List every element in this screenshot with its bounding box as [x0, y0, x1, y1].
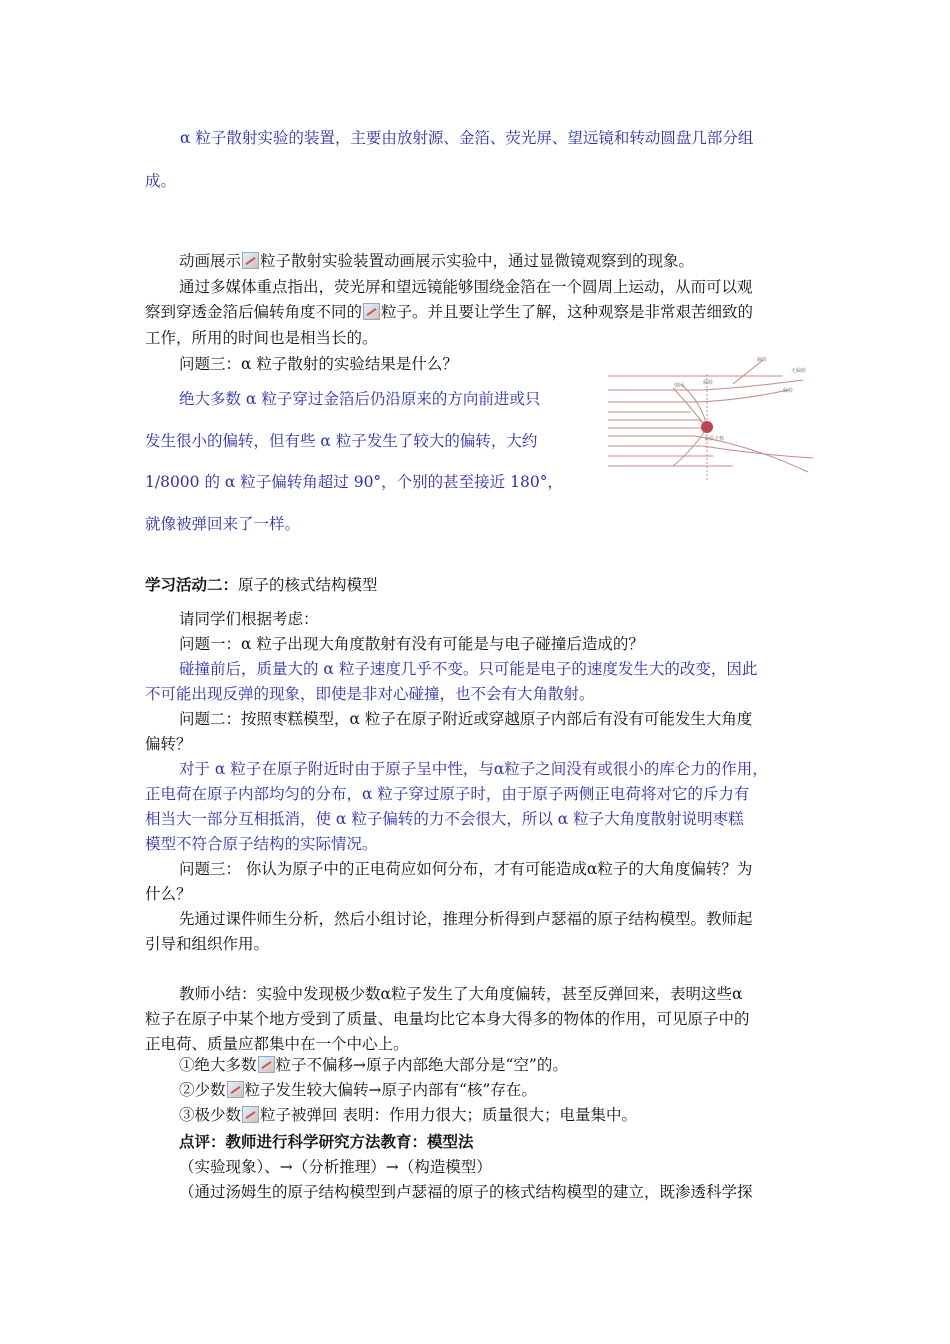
label-bounce: 弹回: [674, 383, 685, 389]
summary-line-3: 正电荷、质量应都集中在一个中心上。: [145, 1035, 409, 1053]
comment-last: （通过汤姆生的原子结构模型到卢瑟福的原子的核式结构模型的建立，既渗透科学探: [179, 1183, 753, 1201]
analysis-line-1: 先通过课件师生分析，然后小组讨论，推理分析得到卢瑟福的原子结构模型。教师起: [179, 910, 753, 928]
q3-answer-3: 1/8000 的 α 粒子偏转角超过 90°，个别的甚至接近 180°，: [145, 473, 563, 491]
broken-image-icon: [227, 1081, 244, 1098]
label-no-deflect: 无偏转: [791, 368, 807, 374]
label-nucleus: 金原子核: [704, 436, 725, 442]
qa2-answer-2: 正电荷在原子内部均匀的分布，α 粒子穿过原子时，由于原子两侧正电荷将对它的斥力有: [145, 785, 750, 803]
q3-question: 问题三：α 粒子散射的实验结果是什么？: [179, 355, 458, 373]
point-3-pre: ③极少数: [179, 1106, 242, 1124]
summary-line-1: 教师小结：实验中发现极少数α粒子发生了大角度偏转，甚至反弹回来，表明这些α: [179, 985, 743, 1003]
media-line-2-post: 粒子。并且要让学生了解，这种观察是非常艰苦细致的: [381, 303, 754, 321]
q3-answer-1: 绝大多数 α 粒子穿过金箔后仍沿原来的方向前进或只: [179, 390, 541, 408]
activity2-heading-rest: 原子的核式结构模型: [238, 576, 378, 594]
qa2-answer-4: 模型不符合原子结构的实际情况。: [145, 835, 378, 853]
broken-image-icon: [242, 252, 259, 269]
summary-line-2: 粒子在原子中某个地方受到了质量、电量均比它本身大得多的物体的作用，可见原子中的: [145, 1010, 750, 1028]
media-line-3: 工作，所用的时间也是相当长的。: [145, 329, 378, 347]
qa2-question-2: 偏转？: [145, 735, 192, 753]
label-deflect-right: 偏转: [783, 388, 794, 394]
qa2-question-1: 问题二：按照枣糕模型，α 粒子在原子附近或穿越原子内部后有没有可能发生大角度: [179, 710, 753, 728]
comment-title: 点评：教师进行科学研究方法教育：模型法: [179, 1132, 474, 1151]
media-line-2: [145, 302, 753, 322]
comment-flow: （实验现象）、→（分析推理）→（构造模型）: [179, 1158, 492, 1176]
label-deflect-top: 偏转: [757, 357, 768, 363]
consider-line: 请同学们根据考虑：: [179, 610, 319, 628]
point-2-pre: ②少数: [179, 1081, 226, 1099]
intro-line-1: α 粒子散射实验的装置，主要由放射源、金箔、荧光屏、望远镜和转动圆盘几部分组: [180, 129, 754, 147]
q3-answer-2: 发生很小的偏转，但有些 α 粒子发生了较大的偏转，大约: [145, 432, 538, 450]
label-deflect-mid: 偏转: [703, 380, 714, 386]
scattering-diagram: [603, 354, 816, 486]
media-line-1: 通过多媒体重点指出，荧光屏和望远镜能够围绕金箔在一个圆周上运动，从而可以观: [179, 278, 753, 296]
point-3-post: 粒子被弹回 表明：作用力很大；质量很大；电量集中。: [260, 1106, 637, 1124]
qa2-answer-3: 相当大一部分互相抵消，使 α 粒子偏转的力不会很大，所以 α 粒子大角度散射说明枣糕: [145, 810, 744, 828]
broken-image-icon: [242, 1106, 259, 1123]
point-2-post: 粒子发生较大偏转→原子内部有“核”存在。: [244, 1081, 537, 1099]
qa3-question-1: 问题三： 你认为原子中的正电荷应如何分布，才有可能造成α粒子的大角度偏转？为: [179, 860, 753, 878]
qa2-answer-1: 对于 α 粒子在原子附近时由于原子呈中性，与α粒子之间没有或很小的库仑力的作用，: [179, 760, 768, 778]
point-2: [179, 1080, 537, 1100]
analysis-line-2: 引导和组织作用。: [145, 935, 270, 953]
qa1-answer-1: 碰撞前后，质量大的 α 粒子速度几乎不变。只可能是电子的速度发生大的改变，因此: [179, 660, 758, 678]
point-1: [179, 1055, 568, 1075]
point-1-post: 粒子不偏移→原子内部绝大部分是“空”的。: [275, 1056, 568, 1074]
qa3-question-2: 什么？: [145, 885, 192, 903]
point-3: [179, 1105, 637, 1125]
activity2-heading: [145, 575, 378, 595]
broken-image-icon: [258, 1056, 275, 1073]
qa1-answer-2: 不可能出现反弹的现象，即使是非对心碰撞，也不会有大角散射。: [145, 685, 595, 703]
activity2-heading-bold: 学习活动二：: [145, 575, 239, 594]
broken-image-icon: [363, 303, 380, 320]
media-line-2-pre: 察到穿透金箔后偏转角度不同的: [145, 303, 363, 321]
q3-answer-4: 就像被弹回来了一样。: [145, 515, 301, 533]
animation-post: 粒子散射实验装置动画展示实验中，通过显微镜观察到的现象。: [260, 252, 695, 270]
animation-pre: 动画展示: [179, 252, 242, 270]
animation-line: [179, 251, 694, 271]
point-1-pre: ①绝大多数: [179, 1056, 257, 1074]
intro-line-2: 成。: [145, 172, 177, 190]
qa1-question: 问题一：α 粒子出现大角度散射有没有可能是与电子碰撞后造成的？: [179, 635, 644, 653]
